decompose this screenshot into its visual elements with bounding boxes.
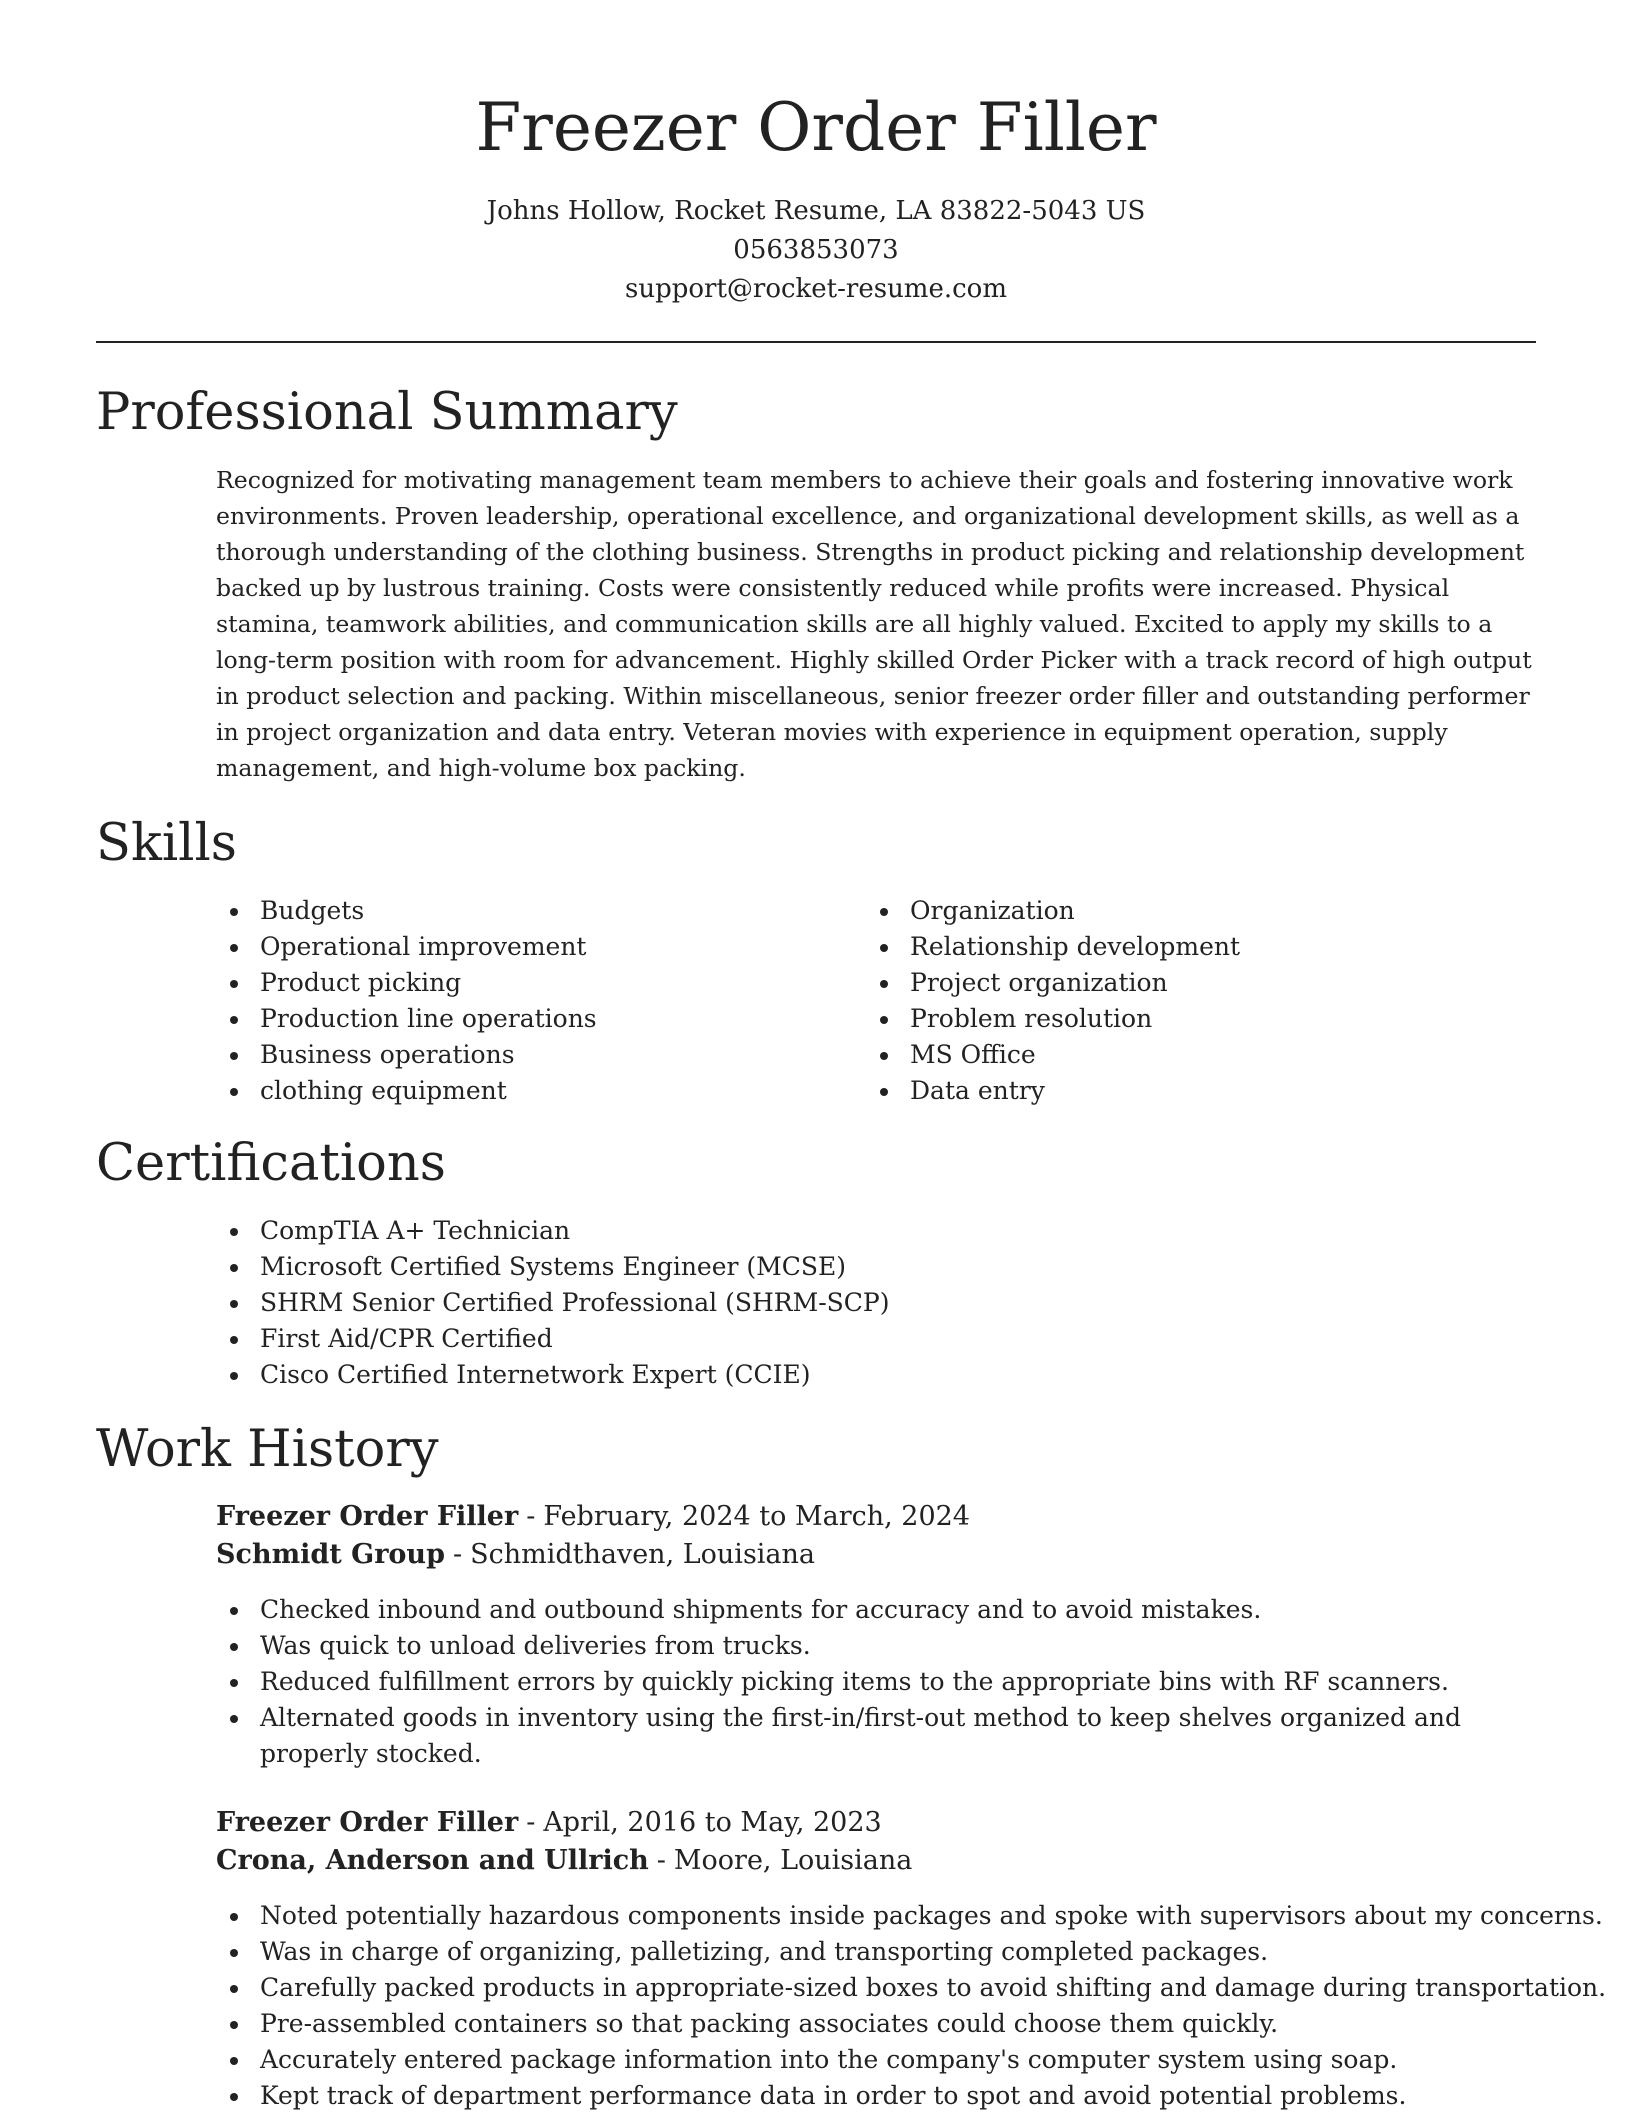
work-history-heading: Work History — [96, 1420, 439, 1479]
job-company: Schmidt Group — [216, 1539, 445, 1570]
list-item: Was quick to unload deliveries from trucks. — [216, 1628, 1526, 1664]
list-item: Relationship development — [866, 929, 1466, 965]
job-dates: February, 2024 to March, 2024 — [543, 1501, 970, 1532]
list-item: Pre-assembled containers so that packing associates could choose them quickly. — [216, 2006, 1546, 2042]
skills-heading: Skills — [96, 814, 237, 873]
certifications-list — [216, 1213, 1536, 1393]
list-item: Kept track of department performance data in order to spot and avoid potential problems. — [216, 2078, 1546, 2114]
skills-list-left — [216, 893, 816, 1109]
summary-text: Recognized for motivating management team members to achieve their goals and fostering innovative work environments. Proven leadership, operational excellence, and organizational development skills, as well as a thorough understanding of the clothing business. Strengths in product picking and relationship development backed up by lustrous training. Costs were consistently reduced while profits were increased. Physical stamina, teamwork abilities, and communication skills are all highly valued. Excited to apply my skills to a long-term position with room for advancement. Highly skilled Order Picker with a track record of high output in product selection and packing. Within miscellaneous, senior freezer order filler and outstanding performer in project organization and data entry. Veteran movies with experience in equipment operation, supply management, and high-volume box packing. — [216, 466, 1532, 782]
job-2-bullets — [216, 1898, 1607, 2114]
list-item: Carefully packed products in appropriate-sized boxes to avoid shifting and damage during transportation. — [216, 1970, 1546, 2006]
job-2-title-line — [216, 1804, 882, 1842]
job-role: Freezer Order Filler — [216, 1501, 519, 1532]
separator: - — [656, 1845, 666, 1876]
list-item: Data entry — [866, 1073, 1466, 1109]
contact-email: support@rocket-resume.com — [624, 274, 1007, 304]
job-company: Crona, Anderson and Ullrich — [216, 1845, 649, 1876]
header-divider — [96, 341, 1536, 343]
list-item: Checked inbound and outbound shipments for accuracy and to avoid mistakes. — [216, 1592, 1526, 1628]
list-item: CompTIA A+ Technician — [216, 1213, 1536, 1249]
summary-heading: Professional Summary — [96, 383, 678, 442]
list-item: Project organization — [866, 965, 1466, 1001]
list-item: Accurately entered package information into the company's computer system using soap. — [216, 2042, 1546, 2078]
list-item: Noted potentially hazardous components inside packages and spoke with supervisors about my concerns. — [216, 1898, 1546, 1934]
certifications-heading: Certifications — [96, 1134, 446, 1193]
list-item: Was in charge of organizing, palletizing, and transporting completed packages. — [216, 1934, 1546, 1970]
contact-phone: 0563853073 — [733, 235, 899, 265]
job-dates: April, 2016 to May, 2023 — [543, 1807, 882, 1838]
list-item: Cisco Certified Internetwork Expert (CCIE) — [216, 1357, 1536, 1393]
job-location: Schmidthaven, Louisiana — [470, 1539, 816, 1570]
list-item: Business operations — [216, 1037, 816, 1073]
list-item: Product picking — [216, 965, 816, 1001]
separator: - — [452, 1539, 463, 1570]
job-2-company-line — [216, 1842, 912, 1880]
job-location: Moore, Louisiana — [673, 1845, 913, 1876]
list-item: Operational improvement — [216, 929, 816, 965]
list-item: Reduced fulfillment errors by quickly picking items to the appropriate bins with RF scanners. — [216, 1664, 1526, 1700]
list-item: clothing equipment — [216, 1073, 816, 1109]
skills-list-right — [866, 893, 1466, 1109]
list-item: Organization — [866, 893, 1466, 929]
list-item: SHRM Senior Certified Professional (SHRM-SCP) — [216, 1285, 1536, 1321]
separator: - — [526, 1501, 536, 1532]
job-1-company-line — [216, 1536, 815, 1574]
job-role: Freezer Order Filler — [216, 1807, 519, 1838]
resume-header — [0, 84, 1632, 309]
candidate-title: Freezer Order Filler — [475, 89, 1157, 166]
list-item: Microsoft Certified Systems Engineer (MCSE) — [216, 1249, 1536, 1285]
list-item: MS Office — [866, 1037, 1466, 1073]
contact-address: Johns Hollow, Rocket Resume, LA 83822-5043 US — [486, 196, 1146, 226]
job-1-bullets — [216, 1592, 1526, 1772]
job-1-title-line — [216, 1498, 970, 1536]
separator: - — [526, 1807, 536, 1838]
list-item: Production line operations — [216, 1001, 816, 1037]
list-item: Problem resolution — [866, 1001, 1466, 1037]
list-item: Alternated goods in inventory using the first-in/first-out method to keep shelves organized and properly stocked. — [216, 1700, 1526, 1772]
list-item: Budgets — [216, 893, 816, 929]
list-item: First Aid/CPR Certified — [216, 1321, 1536, 1357]
